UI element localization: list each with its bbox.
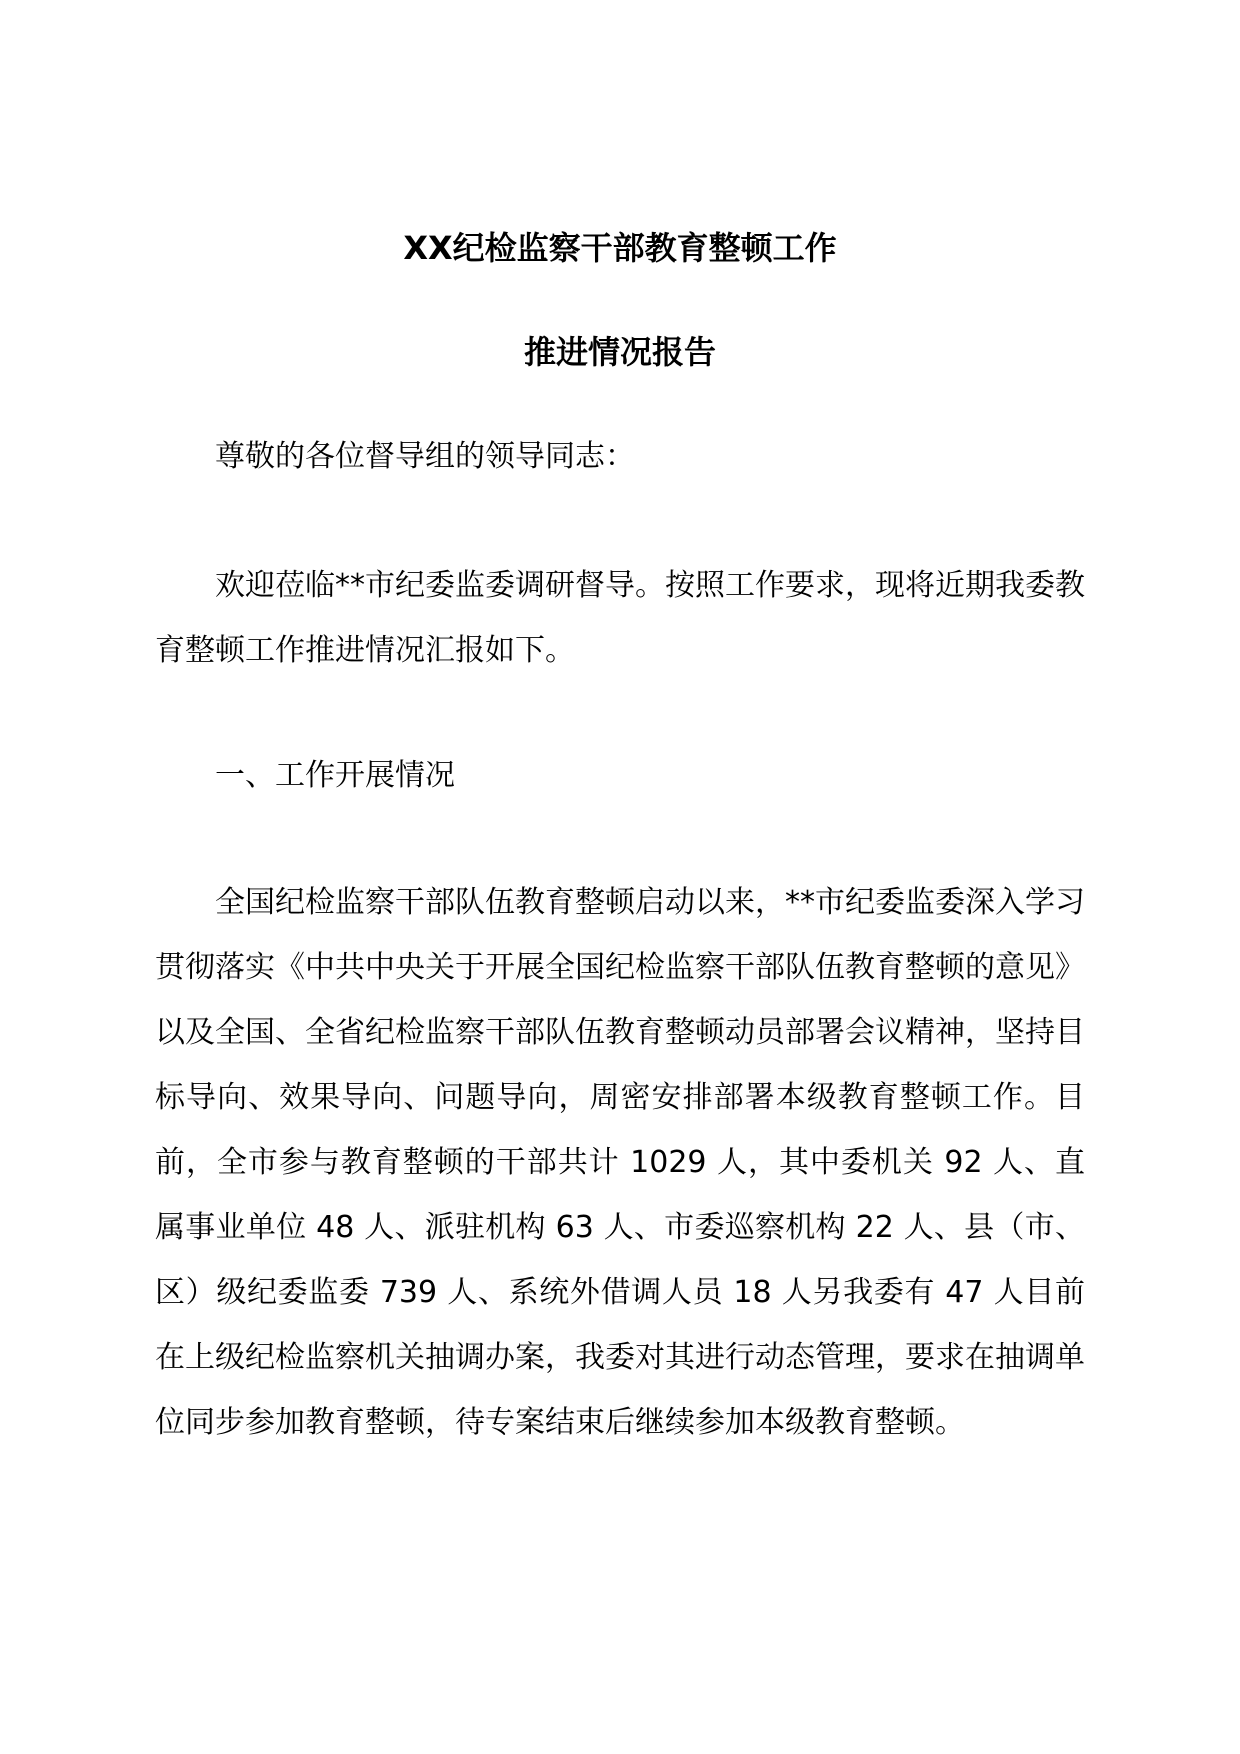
salutation: 尊敬的各位督导组的领导同志： (215, 439, 635, 474)
section-heading-1: 一、工作开展情况 (215, 758, 455, 793)
intro-paragraph: 欢迎莅临**市纪委监委调研督导。按照工作要求，现将近期我委教育整顿工作推进情况汇报如下。 (155, 568, 1085, 668)
document-title-line-2: 推进情况报告 (523, 333, 716, 371)
document-title-line-1: XX纪检监察干部教育整顿工作 (403, 229, 837, 267)
section-1-body-paragraph: 全国纪检监察干部队伍教育整顿启动以来，**市纪委监委深入学习贯彻落实《中共中央关于开展全国纪检监察干部队伍教育整顿的意见》以及全国、全省纪检监察干部队伍教育整顿动员部署会议精神，坚持目标导向、效果导向、问题导向，周密安排部署本级教育整顿工作。目前，全市参与教育整顿的干部共计 1029 人，其中委机关 92 人、直属事业单位 48 人、派驻机构 63 人、市委巡察机构 22 人、县（市、区）级纪委监委 739 人、系统外借调人员 18 人另我委有 47 人目前在上级纪检监察机关抽调办案，我委对其进行动态管理，要求在抽调单位同步参加教育整顿，待专案结束后继续参加本级教育整顿。 (155, 885, 1085, 1440)
